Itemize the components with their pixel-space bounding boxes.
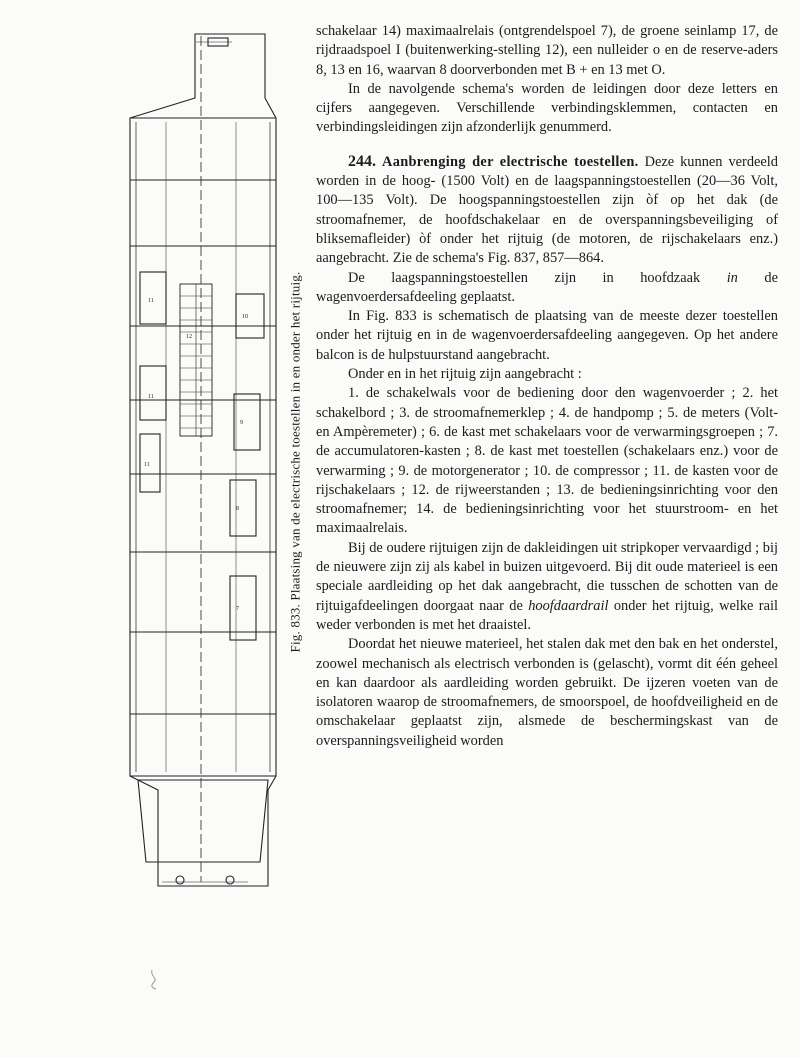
emphasis: hoofdaardrail (528, 597, 609, 614)
mark-box-3: 11 (144, 462, 150, 468)
mark-box-4: 10 (242, 314, 248, 320)
paragraph: In Fig. 833 is schematisch de plaatsing van de meeste dezer toestellen onder het rijtuig en in de wagenvoerdersafdeeling aangegeven. Op het andere balcon is de hulpstuurstand aangebracht. (316, 308, 778, 363)
section-title: Aanbrenging der electrische toestellen. (382, 153, 639, 170)
text-run: De laagspanningstoestellen zijn in hoofdzaak (348, 269, 701, 286)
mark-box-1: 11 (148, 298, 154, 304)
figure-caption (285, 232, 305, 692)
mark-box-2: 11 (148, 394, 154, 400)
section-text: Deze kunnen verdeeld worden in de hoog- (1500 Volt) en de laagspanningstoestellen (20—36 Volt, 100—135 Volt). De hoogspanningstoestellen zijn òf op het dak (de stroomafnemer, de hoofdschakelaar en de overspanningsbeveiliging of bliksemafleider) òf onder het rijtuig (de motoren, de rijschakelaars enz.) aangebracht. Zie de schema's Fig. 837, 857—864. (316, 153, 778, 267)
paragraph: In de navolgende schema's worden de leidingen door deze letters en cijfers aangegeven. Verschillende verbindingsklemmen, contacten en verbindingsleidingen zijn afzonderlijk genummerd. (316, 80, 778, 136)
section-number: 244. (348, 152, 376, 170)
pencil-mark (148, 968, 162, 990)
paragraph: 1. de schakelwals voor de bediening door den wagenvoerder ; 2. het schakelbord ; 3. de stroomafnemerklep ; 4. de handpomp ; 5. de meters (Volt- en Ampèremeter) ; 6. de kast met schakelaars voor de verwarmingsgroepen ; 7. de accumulatoren-kasten ; 8. de kast met toestellen (schakelaars enz.) voor de verwarming ; 9. de motorgenerator ; 10. de compressor ; 11. de kasten voor de rijschakelaars ; 12. de rijweerstanden ; 13. de bedieningsinrichting voor den stroomafnemer; 14. de bedieningsinrichting voor het stuurstroom- en het maximaalrelais. (316, 385, 778, 537)
paragraph (316, 269, 778, 308)
paragraph: schakelaar 14) maximaalrelais (ontgrendelspoel 7), de groene seinlamp 17, de rijdraadspoel I (buitenwerking-stelling 12), een nulleider o en de reserve-aders 8, 13 en 16, waarvan 8 doorverbonden met B + en 13 met O. (316, 23, 778, 78)
figure-caption-text: Fig. 833. Plaatsing van de electrische toestellen in en onder het rijtuig. (287, 271, 303, 653)
mark-box-7: 7 (236, 606, 239, 612)
text-run: onder het rijtuig, welke rail weder verbonden is met het draaistel. (316, 597, 778, 633)
text-run: de wagenvoerdersafdeeling geplaatst. (316, 269, 778, 305)
text-run: Bij de oudere rijtuigen zijn de dakleidingen uit stripkoper vervaardigd ; bij de nieuwere zijn zij als kabel in buizen uitgevoerd. Bij dit oude materieel is een speciale aardleiding op het dak aangebracht, die tusschen de schotten van de rijtuigafdeelingen doorgaat naar de (316, 539, 778, 614)
body-text (316, 22, 778, 751)
rail-car-floor-plan (100, 20, 300, 900)
section-heading (316, 152, 778, 269)
paragraph (316, 539, 778, 635)
emphasis: in (726, 269, 738, 286)
floor-plan-drawing (100, 20, 300, 900)
paragraph: Doordat het nieuwe materieel, het stalen dak met den bak en het onderstel, zoowel mechanisch als electrisch verbonden is (gelascht), vormt dit één geheel en kan daardoor als aardleiding worden gebruikt. De ijzeren voeten van de isolatoren waarop de stroomafnemers, de smoorspoel, de hoofdveiligheid en de omschakelaar geplaatst zijn, alsmede de beschermingskast van de overspanningsveiligheid worden (316, 636, 778, 749)
mark-box-6: 8 (236, 506, 239, 512)
mark-resistors: 12 (186, 334, 192, 340)
mark-box-5: 9 (240, 420, 243, 426)
paragraph: Onder en in het rijtuig zijn aangebracht : (348, 366, 582, 383)
